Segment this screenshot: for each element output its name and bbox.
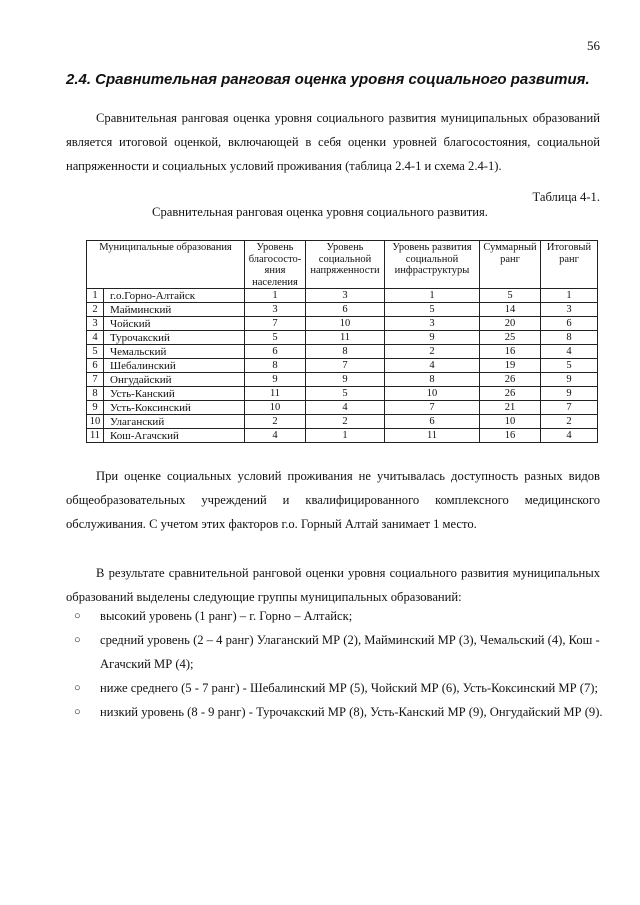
sum-rank-cell: 20 xyxy=(480,317,541,331)
bullet-icon: ○ xyxy=(74,706,81,718)
final-rank-cell: 5 xyxy=(541,359,598,373)
row-number-cell: 8 xyxy=(87,387,104,401)
municipality-cell: Усть-Канский xyxy=(104,387,245,401)
infrastructure-rank-cell: 8 xyxy=(385,373,480,387)
table-caption: Сравнительная ранговая оценка уровня социального развития. xyxy=(152,205,488,219)
table-row xyxy=(87,317,598,331)
row-number-cell: 5 xyxy=(87,345,104,359)
welfare-rank-cell: 9 xyxy=(245,373,306,387)
header-welfare: Уровень благососто-яния населения xyxy=(245,241,306,289)
sum-rank-cell: 25 xyxy=(480,331,541,345)
list-item xyxy=(66,604,606,628)
result-paragraph-text: В результате сравнительной ранговой оценки уровня социального развития муниципальных образований выделены следующие группы муниципальных образований: xyxy=(66,566,600,604)
table-row xyxy=(87,373,598,387)
infrastructure-rank-cell: 7 xyxy=(385,401,480,415)
bullet-icon: ○ xyxy=(74,682,81,694)
table-header-row xyxy=(87,241,598,289)
tension-rank-cell: 8 xyxy=(306,345,385,359)
infrastructure-rank-cell: 11 xyxy=(385,429,480,443)
sum-rank-cell: 26 xyxy=(480,373,541,387)
sum-rank-cell: 26 xyxy=(480,387,541,401)
header-final-rank: Итоговый ранг xyxy=(541,241,598,289)
tension-rank-cell: 2 xyxy=(306,415,385,429)
row-number-cell: 10 xyxy=(87,415,104,429)
page-number: 56 xyxy=(587,38,600,53)
bullet-icon: ○ xyxy=(74,634,81,646)
welfare-rank-cell: 4 xyxy=(245,429,306,443)
final-rank-cell: 4 xyxy=(541,345,598,359)
group-medium: средний уровень (2 – 4 ранг) Улаганский МР (2), Майминский МР (3), Чемальский (4), Кош - Агачский МР (4); xyxy=(100,633,600,671)
welfare-rank-cell: 7 xyxy=(245,317,306,331)
welfare-rank-cell: 8 xyxy=(245,359,306,373)
section-heading: 2.4. Сравнительная ранговая оценка уровня социального развития. xyxy=(66,71,590,88)
tension-rank-cell: 9 xyxy=(306,373,385,387)
table-row xyxy=(87,429,598,443)
final-rank-cell: 1 xyxy=(541,289,598,303)
row-number-cell: 3 xyxy=(87,317,104,331)
table-row xyxy=(87,401,598,415)
table-row xyxy=(87,303,598,317)
municipality-cell: Улаганский xyxy=(104,415,245,429)
note-paragraph-text: При оценке социальных условий проживания не учитывалась доступность разных видов общеобразовательных учреждений и квалифицированного комплексного медицинского обслуживания. С учетом этих факторов г.о. Горный Алтай занимает 1 место. xyxy=(66,469,600,531)
table-row xyxy=(87,387,598,401)
table-row xyxy=(87,289,598,303)
row-number-cell: 7 xyxy=(87,373,104,387)
tension-rank-cell: 3 xyxy=(306,289,385,303)
infrastructure-rank-cell: 3 xyxy=(385,317,480,331)
group-high: высокий уровень (1 ранг) – г. Горно – Алтайск; xyxy=(100,609,353,623)
row-number-cell: 6 xyxy=(87,359,104,373)
welfare-rank-cell: 2 xyxy=(245,415,306,429)
group-below-medium: ниже среднего (5 - 7 ранг) - Шебалинский МР (5), Чойский МР (6), Усть-Коксинский МР (7); xyxy=(100,681,598,695)
sum-rank-cell: 16 xyxy=(480,345,541,359)
tension-rank-cell: 5 xyxy=(306,387,385,401)
infrastructure-rank-cell: 9 xyxy=(385,331,480,345)
welfare-rank-cell: 1 xyxy=(245,289,306,303)
header-infrastructure: Уровень развития социальной инфраструктуры xyxy=(385,241,480,289)
final-rank-cell: 4 xyxy=(541,429,598,443)
tension-rank-cell: 4 xyxy=(306,401,385,415)
sum-rank-cell: 10 xyxy=(480,415,541,429)
welfare-rank-cell: 5 xyxy=(245,331,306,345)
table-row xyxy=(87,345,598,359)
sum-rank-cell: 16 xyxy=(480,429,541,443)
municipality-cell: Чемальский xyxy=(104,345,245,359)
welfare-rank-cell: 11 xyxy=(245,387,306,401)
tension-rank-cell: 10 xyxy=(306,317,385,331)
group-low: низкий уровень (8 - 9 ранг) - Турочакский МР (8), Усть-Канский МР (9), Онгудайский МР (9). xyxy=(100,705,603,719)
tension-rank-cell: 6 xyxy=(306,303,385,317)
municipality-cell: Кош-Агачский xyxy=(104,429,245,443)
note-paragraph xyxy=(66,464,600,536)
table-row xyxy=(87,331,598,345)
municipality-cell: Майминский xyxy=(104,303,245,317)
header-municipality: Муниципальные образования xyxy=(87,241,245,289)
welfare-rank-cell: 10 xyxy=(245,401,306,415)
final-rank-cell: 7 xyxy=(541,401,598,415)
final-rank-cell: 3 xyxy=(541,303,598,317)
sum-rank-cell: 21 xyxy=(480,401,541,415)
sum-rank-cell: 5 xyxy=(480,289,541,303)
final-rank-cell: 8 xyxy=(541,331,598,345)
row-number-cell: 1 xyxy=(87,289,104,303)
infrastructure-rank-cell: 10 xyxy=(385,387,480,401)
final-rank-cell: 2 xyxy=(541,415,598,429)
row-number-cell: 2 xyxy=(87,303,104,317)
sum-rank-cell: 19 xyxy=(480,359,541,373)
welfare-rank-cell: 3 xyxy=(245,303,306,317)
final-rank-cell: 9 xyxy=(541,373,598,387)
row-number-cell: 11 xyxy=(87,429,104,443)
header-sum-rank: Суммарный ранг xyxy=(480,241,541,289)
rank-groups-list xyxy=(66,604,606,724)
final-rank-cell: 6 xyxy=(541,317,598,331)
infrastructure-rank-cell: 5 xyxy=(385,303,480,317)
table-row xyxy=(87,415,598,429)
municipality-cell: Онгудайский xyxy=(104,373,245,387)
row-number-cell: 9 xyxy=(87,401,104,415)
municipality-cell: Шебалинский xyxy=(104,359,245,373)
result-paragraph xyxy=(66,561,600,609)
infrastructure-rank-cell: 6 xyxy=(385,415,480,429)
final-rank-cell: 9 xyxy=(541,387,598,401)
tension-rank-cell: 7 xyxy=(306,359,385,373)
municipality-cell: Турочакский xyxy=(104,331,245,345)
tension-rank-cell: 11 xyxy=(306,331,385,345)
header-tension: Уровень социальной напряженности xyxy=(306,241,385,289)
table-row xyxy=(87,359,598,373)
infrastructure-rank-cell: 1 xyxy=(385,289,480,303)
ranking-table xyxy=(86,240,598,443)
table-body xyxy=(87,289,598,443)
municipality-cell: г.о.Горно-Алтайск xyxy=(104,289,245,303)
welfare-rank-cell: 6 xyxy=(245,345,306,359)
intro-paragraph-text: Сравнительная ранговая оценка уровня социального развития муниципальных образований является итоговой оценкой, включающей в себя оценки уровней благосостояния, социальной напряженности и социальных условий проживания (таблица 2.4-1 и схема 2.4-1). xyxy=(66,111,600,173)
municipality-cell: Усть-Коксинский xyxy=(104,401,245,415)
sum-rank-cell: 14 xyxy=(480,303,541,317)
row-number-cell: 4 xyxy=(87,331,104,345)
bullet-icon: ○ xyxy=(74,610,81,622)
list-item xyxy=(66,628,606,676)
tension-rank-cell: 1 xyxy=(306,429,385,443)
list-item xyxy=(66,700,606,724)
intro-paragraph xyxy=(66,106,600,178)
municipality-cell: Чойский xyxy=(104,317,245,331)
infrastructure-rank-cell: 4 xyxy=(385,359,480,373)
table-label: Таблица 4-1. xyxy=(532,190,600,204)
list-item xyxy=(66,676,606,700)
infrastructure-rank-cell: 2 xyxy=(385,345,480,359)
